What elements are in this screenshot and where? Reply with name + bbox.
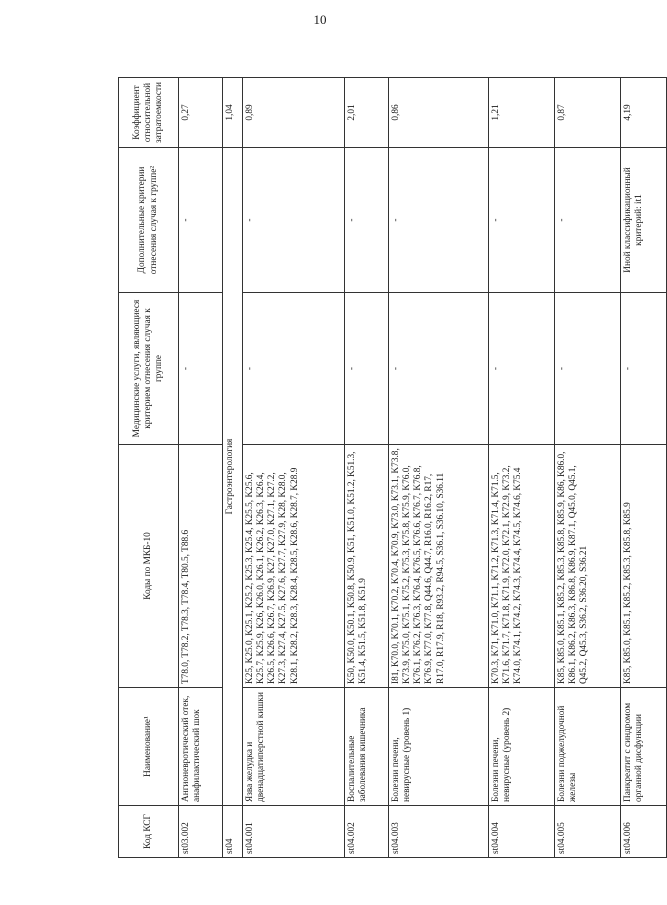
cell-criteria: Иной классификационный критерий: it1: [621, 148, 667, 293]
cell-name: Воспалительные заболевания кишечника: [345, 688, 389, 806]
cell-mkb: K85, K85.0, K85.1, K85.2, K85.3, K85.8, K85.9: [621, 445, 667, 688]
cell-mkb: K70.3, K71, K71.0, K71.1, K71.2, K71.3, K71.4, K71.5, K71.6, K71.7, K71.8, K71.9, K72.0, K72.1, K72.9, K73.2, K74.0, K74.1, K74.2, K74.3, K74.4, K74.5, K74.6, K75.4: [489, 445, 555, 688]
cell-service: -: [621, 293, 667, 445]
cell-mkb: I81, K70.0, K70.1, K70.2, K70.4, K70.9, K73.0, K73.1, K73.8, K73.9, K75.0, K75.1, K75.2, K75.3, K75.8, K75.9, K76.0, K76.1, K76.2, K76.3, K76.4, K76.5, K76.6, K76.7, K76.8, K76.9, K77.0, K77.8, Q44.6, Q44.7, R16.0, R16.2, R17, R17.0, R17.9, R18, R93.2, R94.5, S36.1, S36.10, S36.11: [389, 445, 489, 688]
column-header-mkb: Коды по МКБ-10: [119, 445, 179, 688]
table-group-row: [223, 78, 243, 858]
table-header-row: [119, 78, 179, 858]
cell-coefficient: 4,19: [621, 78, 667, 148]
cell-code: st04.005: [555, 806, 621, 858]
cell-criteria: -: [555, 148, 621, 293]
table-row: [243, 78, 345, 858]
cell-code: st04.004: [489, 806, 555, 858]
cell-code: st04.003: [389, 806, 489, 858]
cell-code: st03.002: [179, 806, 223, 858]
cell-coefficient: 0,27: [179, 78, 223, 148]
page-number: 10: [313, 12, 327, 27]
cell-mkb: T78.0, T78.2, T78.3, T78.4, T80.5, T88.6: [179, 445, 223, 688]
cell-coefficient: 0,89: [243, 78, 345, 148]
table-row: [389, 78, 489, 858]
table-row: [621, 78, 667, 858]
cell-criteria: -: [489, 148, 555, 293]
cell-coefficient: 0,87: [555, 78, 621, 148]
cell-mkb: K50, K50.0, K50.1, K50.8, K50.9, K51, K51.0, K51.2, K51.3, K51.4, K51.5, K51.8, K51.9: [345, 445, 389, 688]
cell-name: Болезни поджелудочной железы: [555, 688, 621, 806]
cell-coefficient: 0,86: [389, 78, 489, 148]
cell-criteria: -: [243, 148, 345, 293]
cell-criteria: -: [179, 148, 223, 293]
cell-coefficient: 1,04: [223, 78, 243, 148]
cell-name: Ангионевротический отек, анафилактический шок: [179, 688, 223, 806]
cell-name: Болезни печени, невирусные (уровень 1): [389, 688, 489, 806]
cell-mkb: K25, K25.0, K25.1, K25.2, K25.3, K25.4, K25.5, K25.6, K25.7, K25.9, K26, K26.0, K26.1, K26.2, K26.3, K26.4, K26.5, K26.6, K26.7, K26.9, K27, K27.0, K27.1, K27.2, K27.3, K27.4, K27.5, K27.6, K27.7, K27.9, K28, K28.0, K28.1, K28.2, K28.3, K28.4, K28.5, K28.6, K28.7, K28.9: [243, 445, 345, 688]
cell-name: Болезни печени, невирусные (уровень 2): [489, 688, 555, 806]
column-header-coefficient: Коэффициент относительной затратоемкости: [119, 78, 179, 148]
cell-service: -: [243, 293, 345, 445]
column-header-name: Наименование¹: [119, 688, 179, 806]
cell-service: -: [389, 293, 489, 445]
cell-code: st04.001: [243, 806, 345, 858]
cell-code: st04.006: [621, 806, 667, 858]
cell-coefficient: 2,01: [345, 78, 389, 148]
cell-name: Язва желудка и двенадцатиперстной кишки: [243, 688, 345, 806]
table-row: [345, 78, 389, 858]
cell-mkb: K85, K85.0, K85.1, K85.2, K85.3, K85.8, K85.9, K86, K86.0, K86.1, K86.2, K86.3, K86.8, K86.9, K87.1, Q45.0, Q45.1, Q45.2, Q45.3, S36.2, S36.20, S36.21: [555, 445, 621, 688]
cell-code: st04: [223, 806, 243, 858]
cell-criteria: -: [389, 148, 489, 293]
cell-coefficient: 1,21: [489, 78, 555, 148]
rotated-table-container: [118, 78, 645, 858]
cell-group-title: Гастроэнтерология: [223, 148, 243, 806]
column-header-criteria: Дополнительные критерии отнесения случая к группе²: [119, 148, 179, 293]
cell-service: -: [345, 293, 389, 445]
cell-service: -: [179, 293, 223, 445]
cell-service: -: [555, 293, 621, 445]
cell-code: st04.002: [345, 806, 389, 858]
table-row: [555, 78, 621, 858]
cell-criteria: -: [345, 148, 389, 293]
column-header-code: Код КСГ: [119, 806, 179, 858]
ksg-table: [118, 77, 667, 858]
cell-service: -: [489, 293, 555, 445]
cell-name: Панкреатит с синдромом органной дисфункции: [621, 688, 667, 806]
table-row: [179, 78, 223, 858]
column-header-services: Медицинские услуги, являющиеся критерием отнесения случая к группе: [119, 293, 179, 445]
table-row: [489, 78, 555, 858]
